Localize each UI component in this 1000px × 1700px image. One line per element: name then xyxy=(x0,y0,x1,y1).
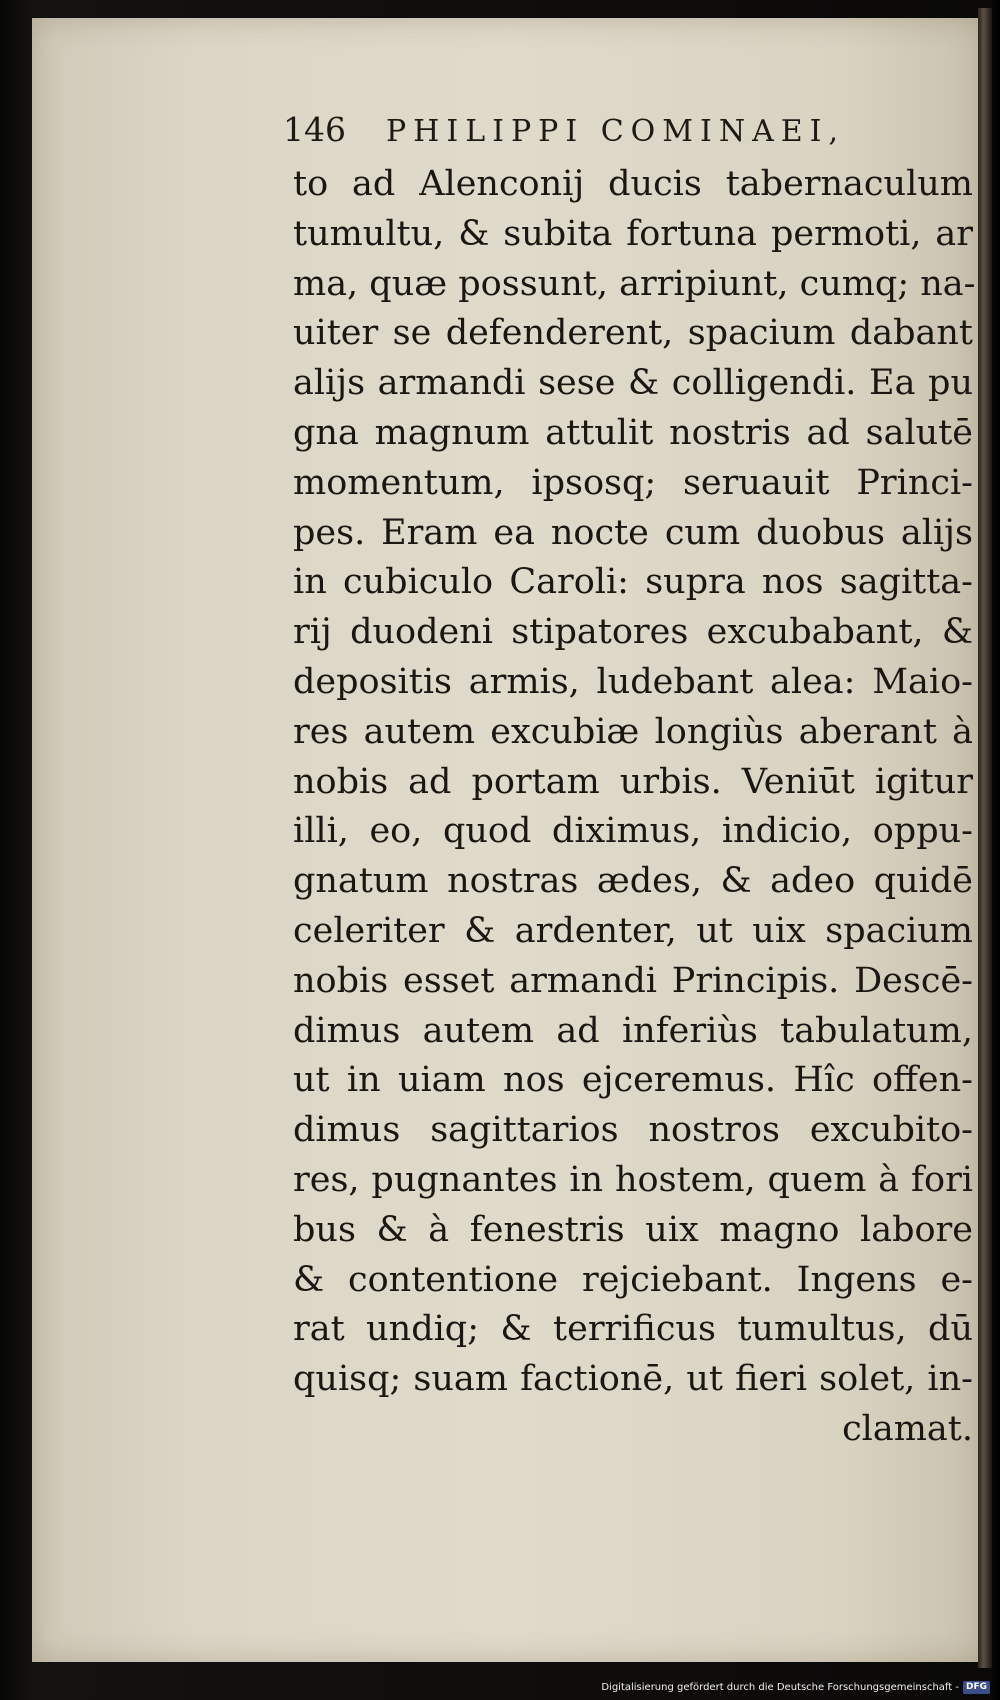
text-line: nobis esset armandi Principis. Descē- xyxy=(293,960,973,1001)
text-line: rat undiq; & terrificus tumultus, dū xyxy=(293,1309,973,1350)
credit-text: Digitalisierung gefördert durch die Deutsche Forschungsgemeinschaft - xyxy=(601,1681,959,1693)
text-line: gna magnum attulit nostris ad salutē xyxy=(293,412,973,453)
text-line: dimus sagittarios nostros excubito- xyxy=(293,1110,973,1151)
text-line: illi, eo, quod diximus, indicio, oppu- xyxy=(293,811,973,852)
text-line: dimus autem ad inferiùs tabulatum, xyxy=(293,1010,973,1051)
text-line: momentum, ipsosq; seruauit Princi- xyxy=(293,462,973,503)
text-line: uiter se defenderent, spacium dabant xyxy=(293,313,973,354)
text-line: depositis armis, ludebant alea: Maio- xyxy=(293,661,973,702)
text-line: res, pugnantes in hostem, quem à fori xyxy=(293,1159,973,1200)
catchword: clamat. xyxy=(842,1408,973,1449)
page-header xyxy=(283,110,923,154)
digitization-credit xyxy=(540,1678,990,1696)
page-edge xyxy=(978,8,992,1668)
text-line: & contentione rejciebant. Ingens e- xyxy=(293,1259,973,1300)
running-head: PHILIPPI COMINAEI, xyxy=(386,114,846,149)
text-line: ut in uiam nos ejceremus. Hîc offen- xyxy=(293,1060,973,1101)
text-line: res autem excubiæ longiùs aberant à xyxy=(293,711,973,752)
text-line: in cubiculo Caroli: supra nos sagitta- xyxy=(293,562,973,603)
dfg-logo: DFG xyxy=(963,1681,990,1694)
text-line: tumultu, & subita fortuna permoti, ar xyxy=(293,213,973,254)
text-line: quisq; suam factionē, ut fieri solet, in- xyxy=(293,1359,973,1400)
page-number: 146 xyxy=(283,110,346,149)
text-line: pes. Eram ea nocte cum duobus alijs xyxy=(293,512,973,553)
text-line: alijs armandi sese & colligendi. Ea pu xyxy=(293,363,973,404)
text-block xyxy=(293,160,976,1455)
text-line: ma, quæ possunt, arripiunt, cumq; na- xyxy=(293,263,976,304)
text-line: nobis ad portam urbis. Veniūt igitur xyxy=(293,761,973,802)
text-line: to ad Alenconij ducis tabernaculum xyxy=(293,164,973,204)
text-line: bus & à fenestris uix magno labore xyxy=(293,1209,973,1250)
text-line: gnatum nostras ædes, & adeo quidē xyxy=(293,861,973,902)
text-line: celeriter & ardenter, ut uix spacium xyxy=(293,910,973,951)
text-line: rij duodeni stipatores excubabant, & xyxy=(293,612,973,653)
